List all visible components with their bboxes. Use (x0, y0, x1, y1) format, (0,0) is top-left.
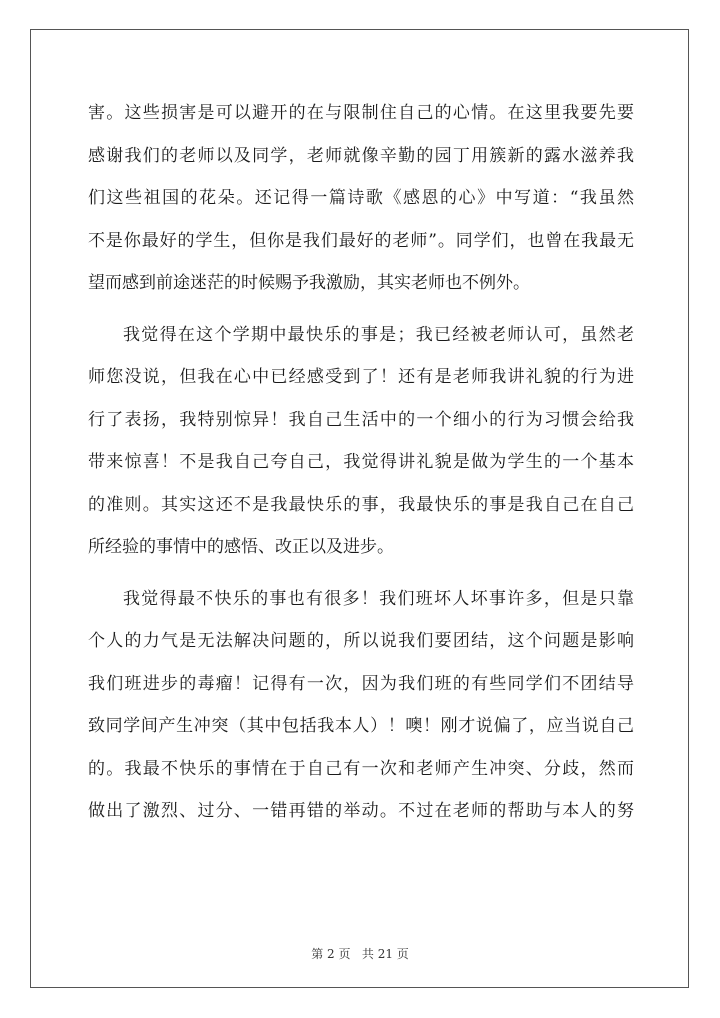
text-line: 的准则。其实这还不是我最快乐的事，我最快乐的事是我自己在自己 (88, 494, 634, 515)
text-line: 带来惊喜！不是我自己夸自己，我觉得讲礼貌是做为学生的一个基本 (88, 452, 634, 472)
text-line: 我们班进步的毒瘤！记得有一次，因为我们班的有些同学们不团结导 (88, 673, 634, 694)
text-line: 师您没说，但我在心中已经感受到了！还有是老师我讲礼貌的行为进 (88, 367, 634, 387)
paragraph (88, 578, 634, 833)
page-total: 共 21 页 (361, 947, 409, 961)
page-number: 第 2 页 (311, 947, 351, 961)
text-line: 的。我最不快乐的事情在于自己有一次和老师产生冲突、分歧，然而 (88, 758, 634, 779)
text-line: 害。这些损害是可以避开的在与限制住自己的心情。在这里我要先要 (88, 103, 634, 123)
text-line: 望而感到前途迷茫的时候赐予我激励，其实老师也不例外。 (88, 273, 530, 293)
paragraph (88, 92, 634, 305)
text-line: 我觉得在这个学期中最快乐的事是；我已经被老师认可，虽然老 (123, 324, 634, 345)
text-line: 所经验的事情中的感悟、改正以及进步。 (88, 537, 394, 557)
text-line: 做出了激烈、过分、一错再错的举动。不过在老师的帮助与本人的努 (88, 801, 634, 821)
document-body (88, 92, 634, 833)
text-line: 们这些祖国的花朵。还记得一篇诗歌《感恩的心》中写道：“我虽然 (88, 188, 634, 208)
text-line: 个人的力气是无法解决问题的，所以说我们要团结，这个问题是影响 (88, 631, 634, 651)
page-footer (0, 945, 720, 962)
paragraph (88, 314, 634, 569)
text-line: 我觉得最不快乐的事也有很多！我们班坏人坏事许多，但是只靠 (123, 588, 634, 609)
text-line: 致同学间产生冲突（其中包括我本人）！噢！刚才说偏了，应当说自己 (88, 716, 634, 736)
text-line: 感谢我们的老师以及同学，老师就像辛勤的园丁用簇新的露水滋养我 (88, 145, 634, 166)
text-line: 行了表扬，我特别惊异！我自己生活中的一个细小的行为习惯会给我 (88, 409, 634, 430)
text-line: 不是你最好的学生，但你是我们最好的老师”。同学们，也曾在我最无 (88, 230, 634, 251)
